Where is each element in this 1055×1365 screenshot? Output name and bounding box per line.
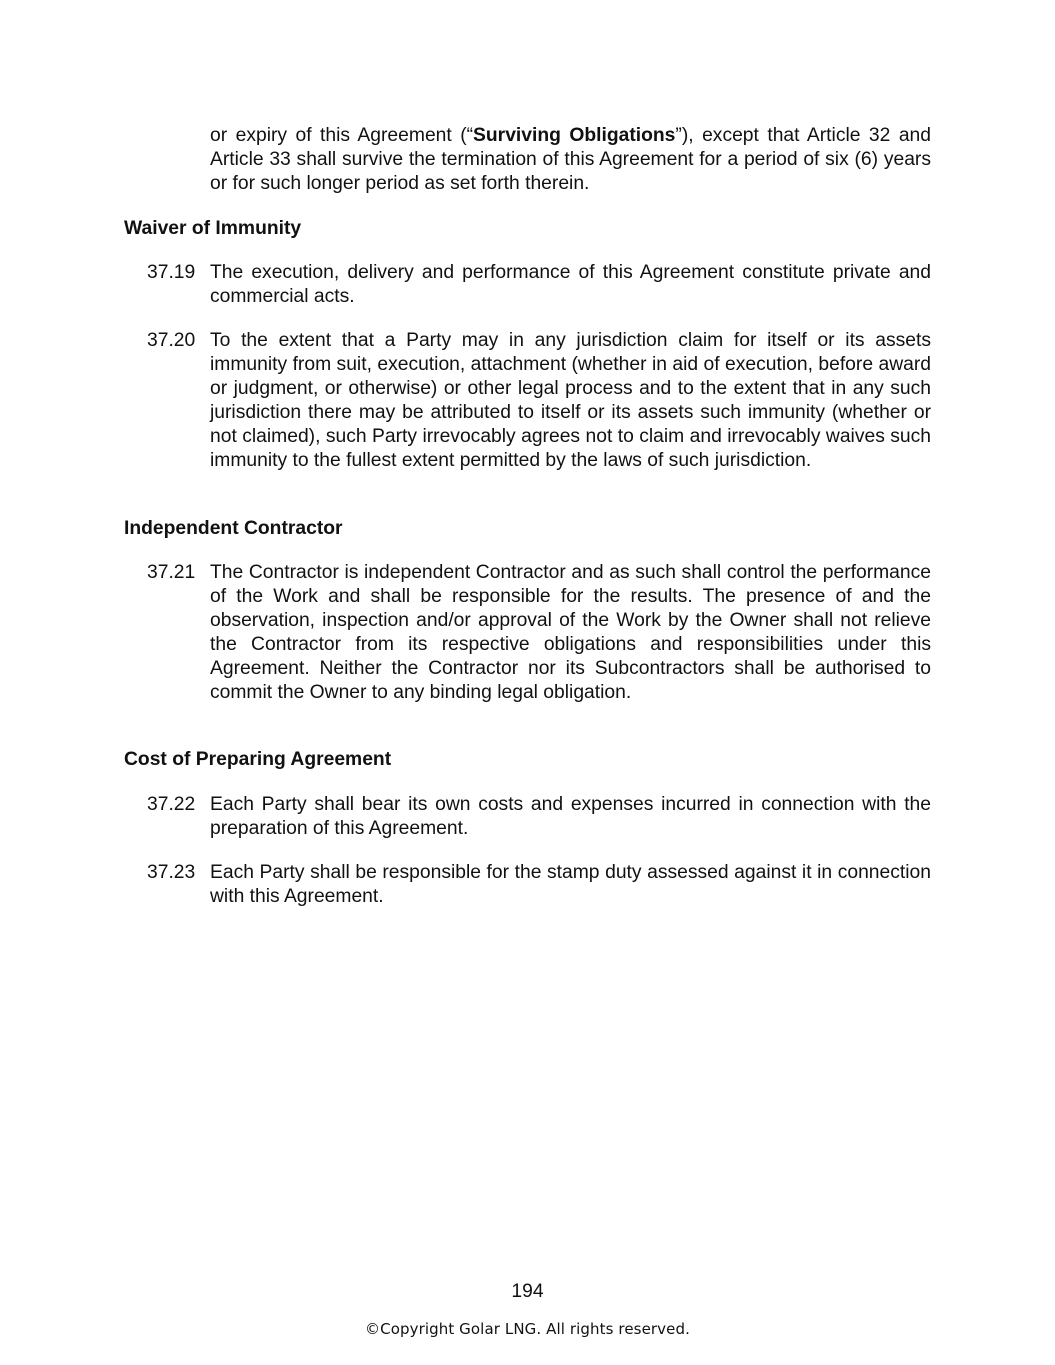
clause-37-19 — [147, 261, 931, 309]
section-heading-independent-contractor: Independent Contractor — [124, 518, 343, 539]
section-heading-waiver-of-immunity: Waiver of Immunity — [124, 218, 302, 239]
clause-text: Each Party shall be responsible for the stamp duty assessed against it in connection with this Agreement. — [210, 862, 931, 907]
clause-text: Each Party shall bear its own costs and expenses incurred in connection with the preparation of this Agreement. — [210, 794, 931, 839]
clause-number: 37.19 — [147, 262, 196, 283]
continuation-text-after: ”), except that Article 32 and Article 33 shall survive the termination of this Agreement for a period of six (6) years or for such longer period as set forth therein. — [210, 125, 931, 194]
page-number: 194 — [511, 1281, 544, 1302]
clause-number: 37.23 — [147, 862, 196, 883]
clause-37-23 — [147, 861, 931, 909]
surviving-obligations-term: Surviving Obligations — [473, 125, 676, 146]
clause-text: To the extent that a Party may in any jurisdiction claim for itself or its assets immunity from suit, execution, attachment (whether in aid of execution, before award or judgment, or otherwise) or other legal process and to the extent that in any such jurisdiction there may be attributed to itself or its assets such immunity (whether or not claimed), such Party irrevocably agrees not to claim and irrevocably waives such immunity to the fullest extent permitted by the laws of such jurisdiction. — [210, 330, 931, 471]
copyright-notice: ©Copyright Golar LNG. All rights reserved. — [365, 1320, 690, 1338]
clause-37-21 — [147, 561, 931, 705]
clause-37-22 — [147, 793, 931, 841]
clause-number: 37.21 — [147, 562, 196, 583]
section-heading-cost-of-preparing-agreement: Cost of Preparing Agreement — [124, 749, 392, 770]
clause-text: The Contractor is independent Contractor and as such shall control the performance of the Work and shall be responsible for the results. The presence of and the observation, inspection and/or approval of the Work by the Owner shall not relieve the Contractor from its respective obligations and responsibilities under this Agreement. Neither the Contractor nor its Subcontractors shall be authorised to commit the Owner to any binding legal obligation. — [210, 562, 931, 703]
clause-number: 37.20 — [147, 330, 196, 351]
clause-37-20 — [147, 329, 931, 473]
clause-text: The execution, delivery and performance of this Agreement constitute private and commercial acts. — [210, 262, 931, 307]
continuation-text-before: or expiry of this Agreement (“ — [210, 125, 474, 146]
clause-number: 37.22 — [147, 794, 196, 815]
continuation-paragraph — [210, 124, 931, 196]
